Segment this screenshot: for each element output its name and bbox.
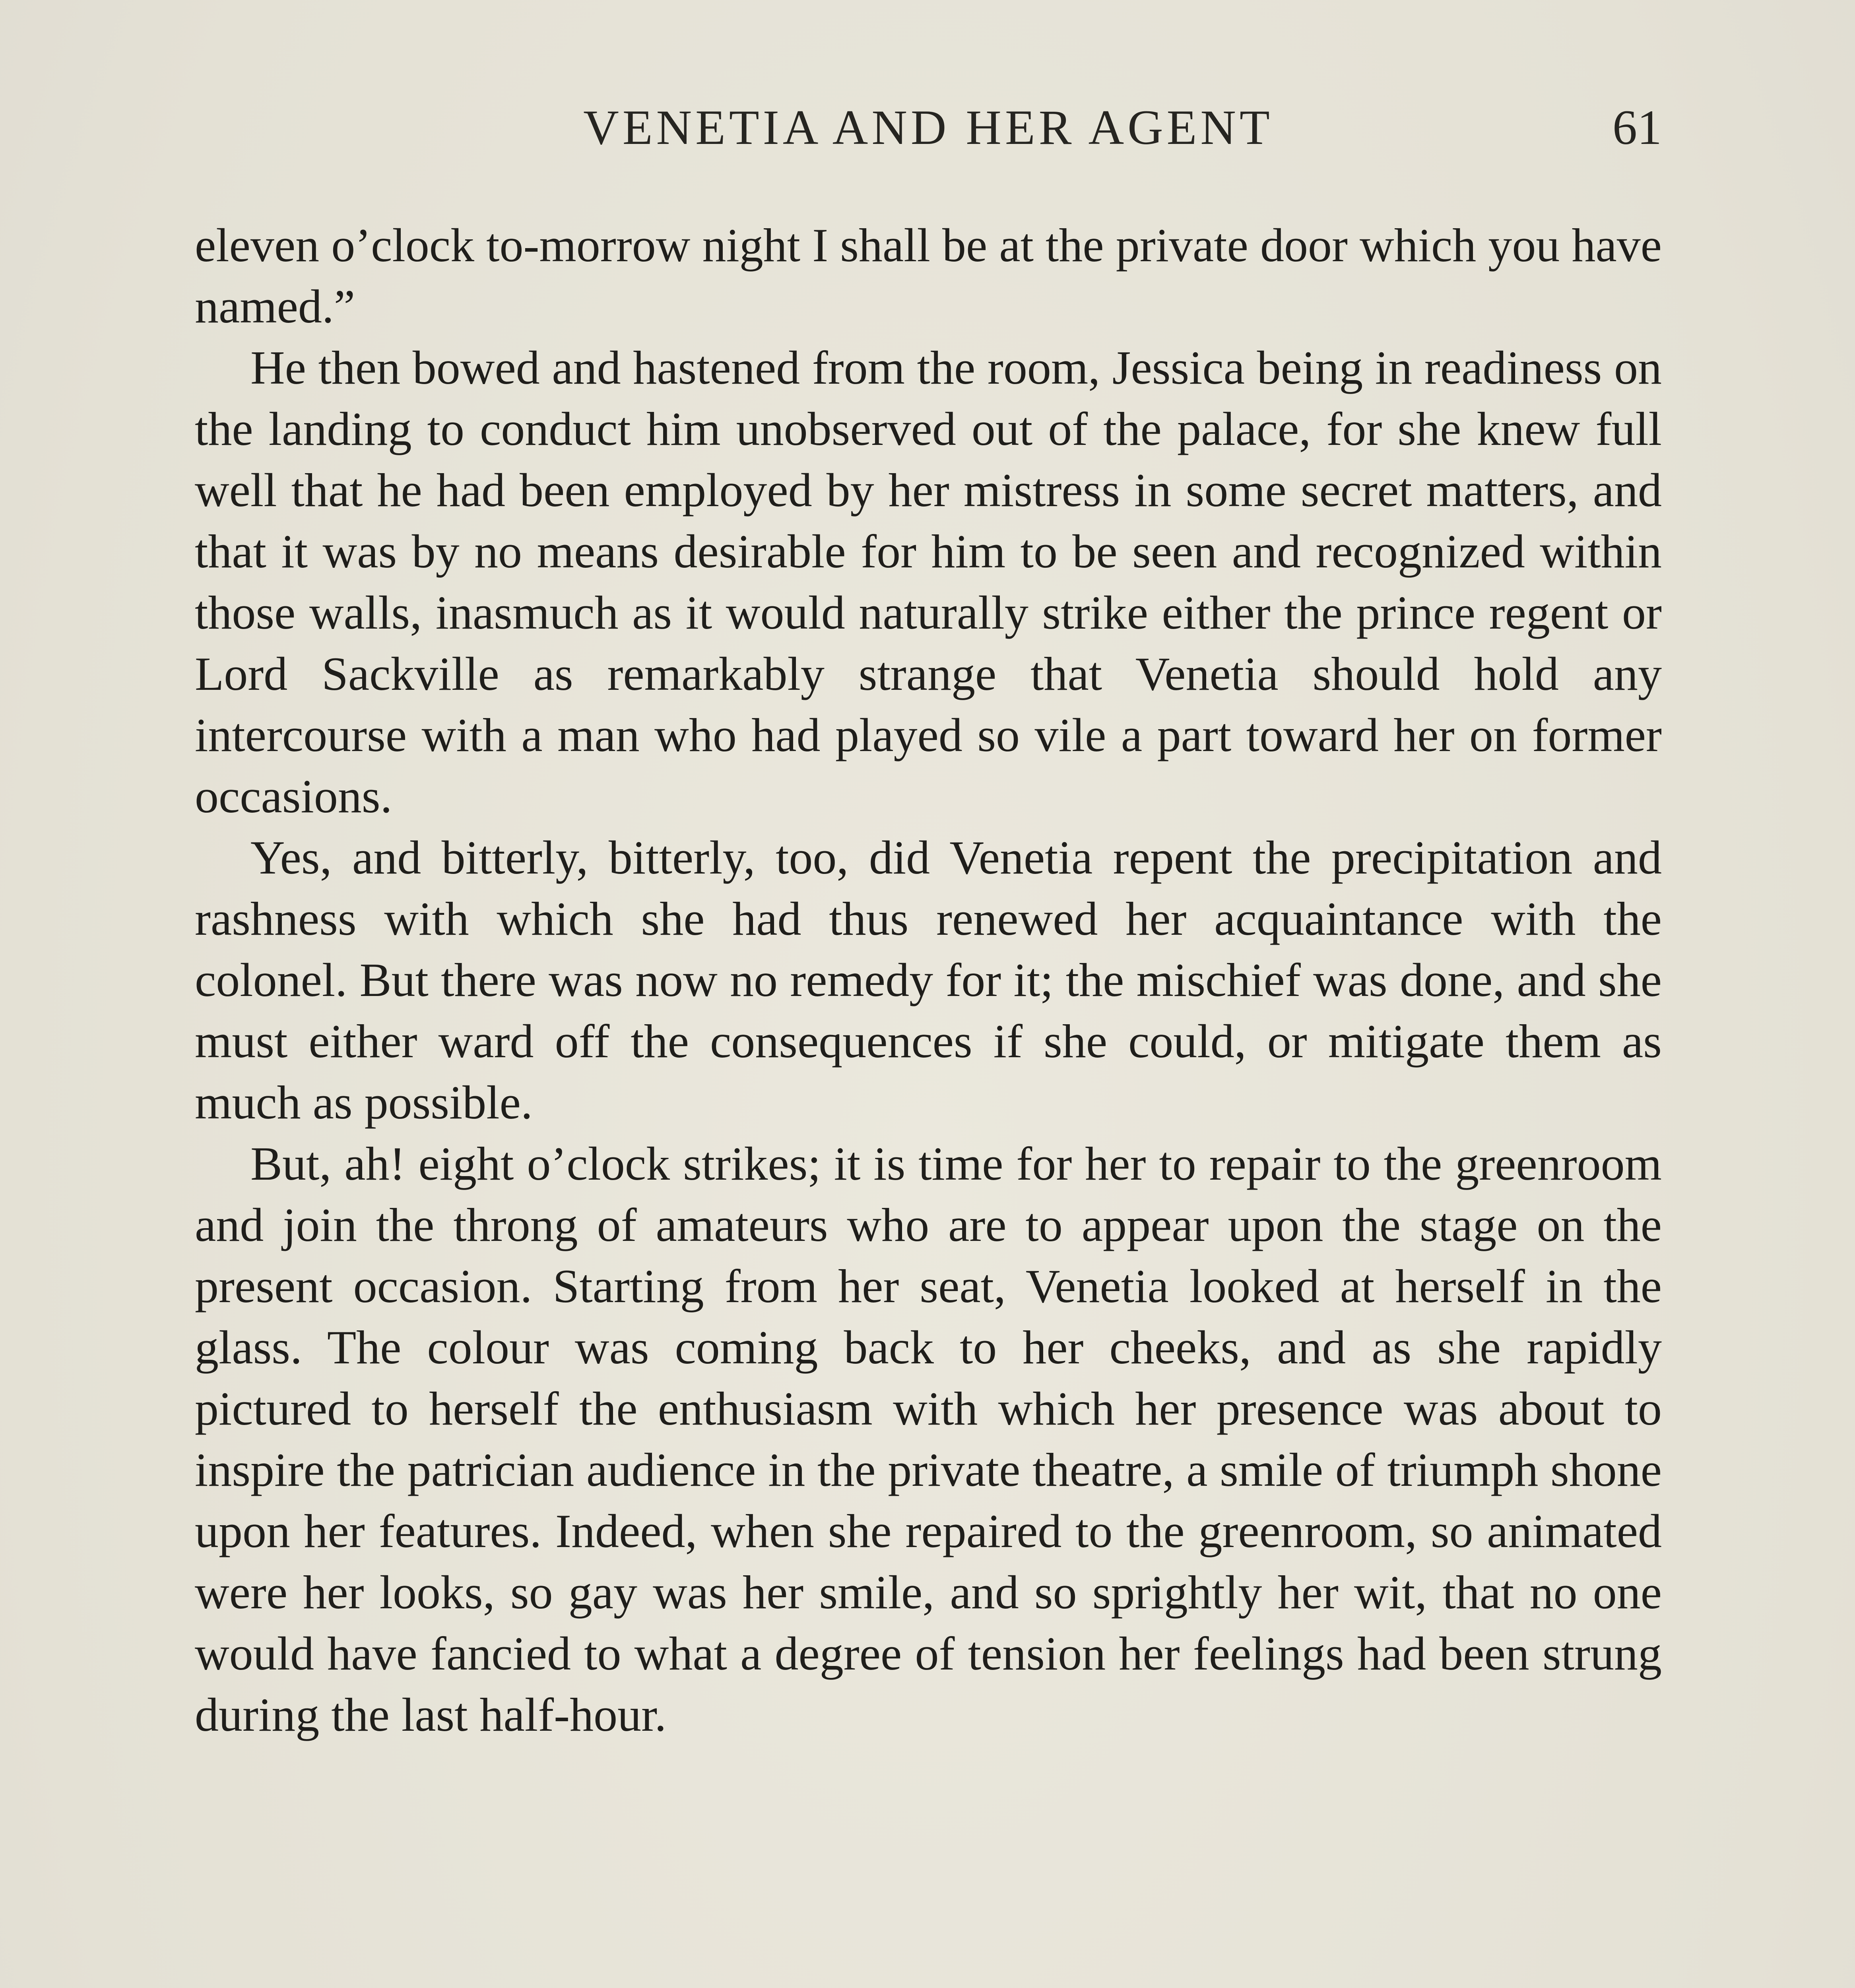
page-header	[195, 99, 1662, 159]
page-number: 61	[1612, 100, 1662, 155]
paragraph: But, ah! eight o’clock strikes; it is time for her to repair to the greenroom and join the throng of amateurs who are to appear upon the stage on the present occasion. Starting from her seat, Venetia looked at herself in the glass. The colour was coming back to her cheeks, and as she rapidly pictured to herself the enthusiasm with which her presence was about to inspire the patrician audience in the private theatre, a smile of triumph shone upon her features. Indeed, when she repaired to the greenroom, so animated were her looks, so gay was her smile, and so sprightly her wit, that no one would have fancied to what a degree of tension her feelings had been strung during the last half-hour.	[195, 1137, 1662, 1741]
paragraph-continued: eleven o’clock to-morrow night I shall be at the private door which you have named.”	[195, 219, 1662, 333]
body-text	[195, 215, 1662, 1745]
running-head: VENETIA AND HER AGENT	[583, 100, 1273, 155]
paragraph: He then bowed and hastened from the room, Jessica being in readiness on the landing to conduct him unobserved out of the palace, for she knew full well that he had been employed by her mistress in some secret matters, and that it was by no means desirable for him to be seen and recognized within those walls, inasmuch as it would naturally strike either the prince regent or Lord Sackville as remarkably strange that Venetia should hold any intercourse with a man who had played so vile a part toward her on former occasions.	[195, 341, 1662, 823]
paragraph: Yes, and bitterly, bitterly, too, did Venetia repent the precipitation and rashness with which she had thus renewed her acquaintance with the colonel. But there was now no remedy for it; the mischief was done, and she must either ward off the consequences if she could, or mitigate them as much as possible.	[195, 831, 1662, 1129]
